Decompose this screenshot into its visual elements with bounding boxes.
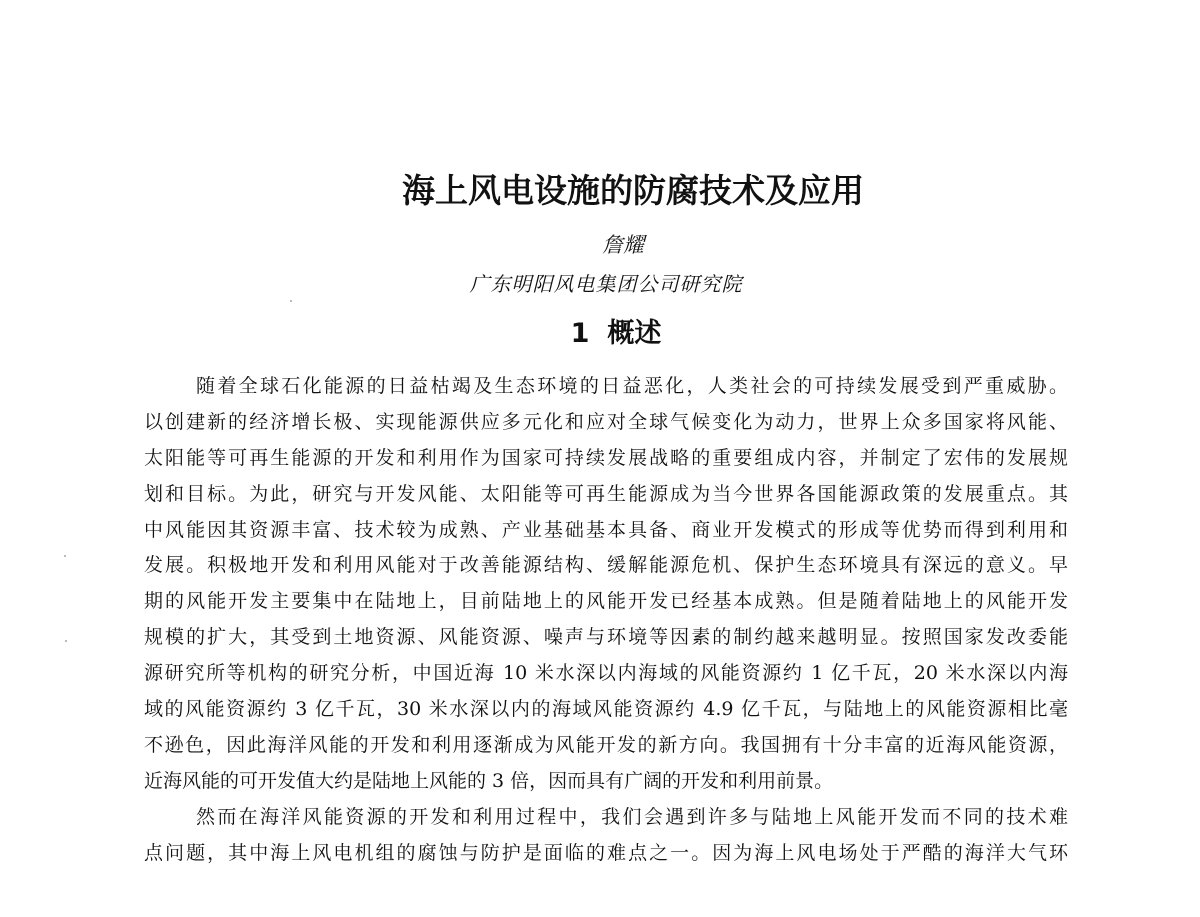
paragraph-1-line: 源研究所等机构的研究分析，中国近海 10 米水深以内海域的风能资源约 1 亿千瓦，20 米水深以内海 xyxy=(144,662,1068,685)
author-affiliation: 广东明阳风电集团公司研究院 xyxy=(469,272,743,296)
paragraph-1-line: 划和目标。为此，研究与开发风能、太阳能等可再生能源成为当今世界各国能源政策的发展重点。其 xyxy=(144,482,1068,505)
paragraph-2-line: 点问题，其中海上风电机组的腐蚀与防护是面临的难点之一。因为海上风电场处于严酷的海洋大气环 xyxy=(144,841,1068,864)
paragraph-1-line: 域的风能资源约 3 亿千瓦，30 米水深以内的海域风能资源约 4.9 亿千瓦，与陆地上的风能资源相比毫 xyxy=(144,698,1068,721)
section-title: 概述 xyxy=(607,318,662,349)
author-name: 詹耀 xyxy=(602,233,644,257)
section-number: 1 xyxy=(570,318,590,349)
paragraph-2-line: 然而在海洋风能资源的开发和利用过程中，我们会遇到许多与陆地上风能开发而不同的技术难 xyxy=(196,805,1068,828)
paragraph-1-line: 以创建新的经济增长极、实现能源供应多元化和应对全球气候变化为动力，世界上众多国家将风能、 xyxy=(144,410,1068,433)
paragraph-1-line: 近海风能的可开发值大约是陆地上风能的 3 倍，因而具有广阔的开发和利用前景。 xyxy=(144,769,834,792)
paragraph-1-line: 发展。积极地开发和利用风能对于改善能源结构、缓解能源危机、保护生态环境具有深远的意义。早 xyxy=(144,554,1068,577)
scan-speck xyxy=(64,555,66,557)
scan-speck xyxy=(290,300,292,302)
paragraph-1-line: 规模的扩大，其受到土地资源、风能资源、噪声与环境等因素的制约越来越明显。按照国家发改委能 xyxy=(144,626,1068,649)
paragraph-1-line: 期的风能开发主要集中在陆地上，目前陆地上的风能开发已经基本成熟。但是随着陆地上的风能开发 xyxy=(144,590,1068,613)
paragraph-1-line: 不逊色，因此海洋风能的开发和利用逐渐成为风能开发的新方向。我国拥有十分丰富的近海风能资源， xyxy=(144,733,1068,756)
section-heading xyxy=(0,311,1200,350)
body-text xyxy=(144,369,1068,871)
paragraph-1-line: 随着全球石化能源的日益枯竭及生态环境的日益恶化，人类社会的可持续发展受到严重威胁。 xyxy=(196,375,1068,397)
paper-title: 海上风电设施的防腐技术及应用 xyxy=(402,171,864,210)
paragraph-1-line: 太阳能等可再生能源的开发和利用作为国家可持续发展战略的重要组成内容，并制定了宏伟的发展规 xyxy=(144,446,1068,469)
scan-speck xyxy=(65,640,67,642)
paragraph-1-line: 中风能因其资源丰富、技术较为成熟、产业基础基本具备、商业开发模式的形成等优势而得到利用和 xyxy=(144,518,1068,541)
